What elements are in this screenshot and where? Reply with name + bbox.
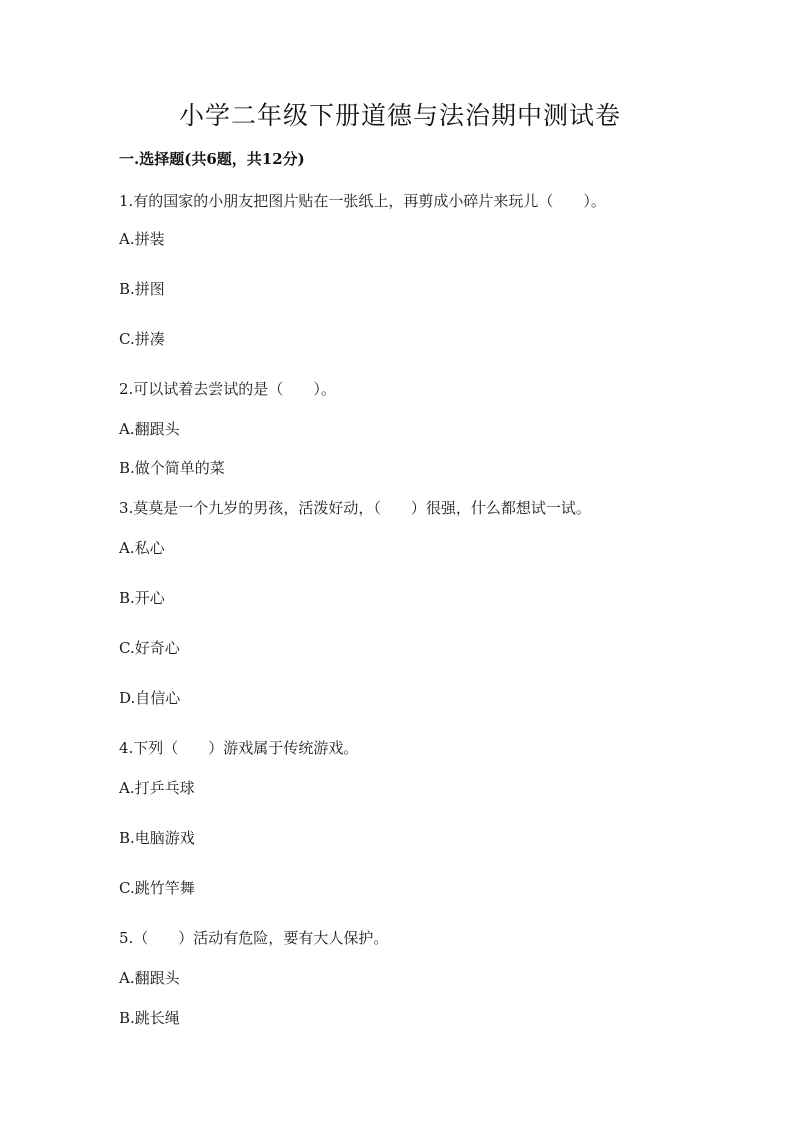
exam-title: 小学二年级下册道德与法治期中测试卷	[178, 101, 621, 130]
section-heading: 一.选择题(共6题，共12分)	[119, 150, 305, 168]
question-4-option-a: A.打乒乓球	[119, 779, 195, 797]
question-3-option-b: B.开心	[119, 589, 165, 607]
question-2-stem: 2.可以试着去尝试的是（ ）。	[119, 380, 336, 398]
question-1-option-c: C.拼凑	[119, 330, 165, 348]
question-3-option-d: D.自信心	[119, 689, 181, 707]
question-3-option-a: A.私心	[119, 539, 165, 557]
question-1-option-a: A.拼装	[119, 230, 165, 248]
question-4-option-b: B.电脑游戏	[119, 829, 195, 847]
question-5-stem: 5.（ ）活动有危险，要有大人保护。	[119, 929, 389, 947]
question-3-stem: 3.莫莫是一个九岁的男孩，活泼好动，（ ）很强，什么都想试一试。	[119, 499, 591, 517]
question-1-stem: 1.有的国家的小朋友把图片贴在一张纸上，再剪成小碎片来玩儿（ ）。	[119, 192, 606, 210]
question-4-stem: 4.下列（ ）游戏属于传统游戏。	[119, 739, 359, 757]
question-5-option-b: B.跳长绳	[119, 1009, 180, 1027]
question-4-option-c: C.跳竹竿舞	[119, 879, 195, 897]
question-1-option-b: B.拼图	[119, 280, 165, 298]
question-5-option-a: A.翻跟头	[119, 969, 180, 987]
question-3-option-c: C.好奇心	[119, 639, 180, 657]
question-2-option-b: B.做个简单的菜	[119, 459, 225, 477]
question-2-option-a: A.翻跟头	[119, 420, 180, 438]
